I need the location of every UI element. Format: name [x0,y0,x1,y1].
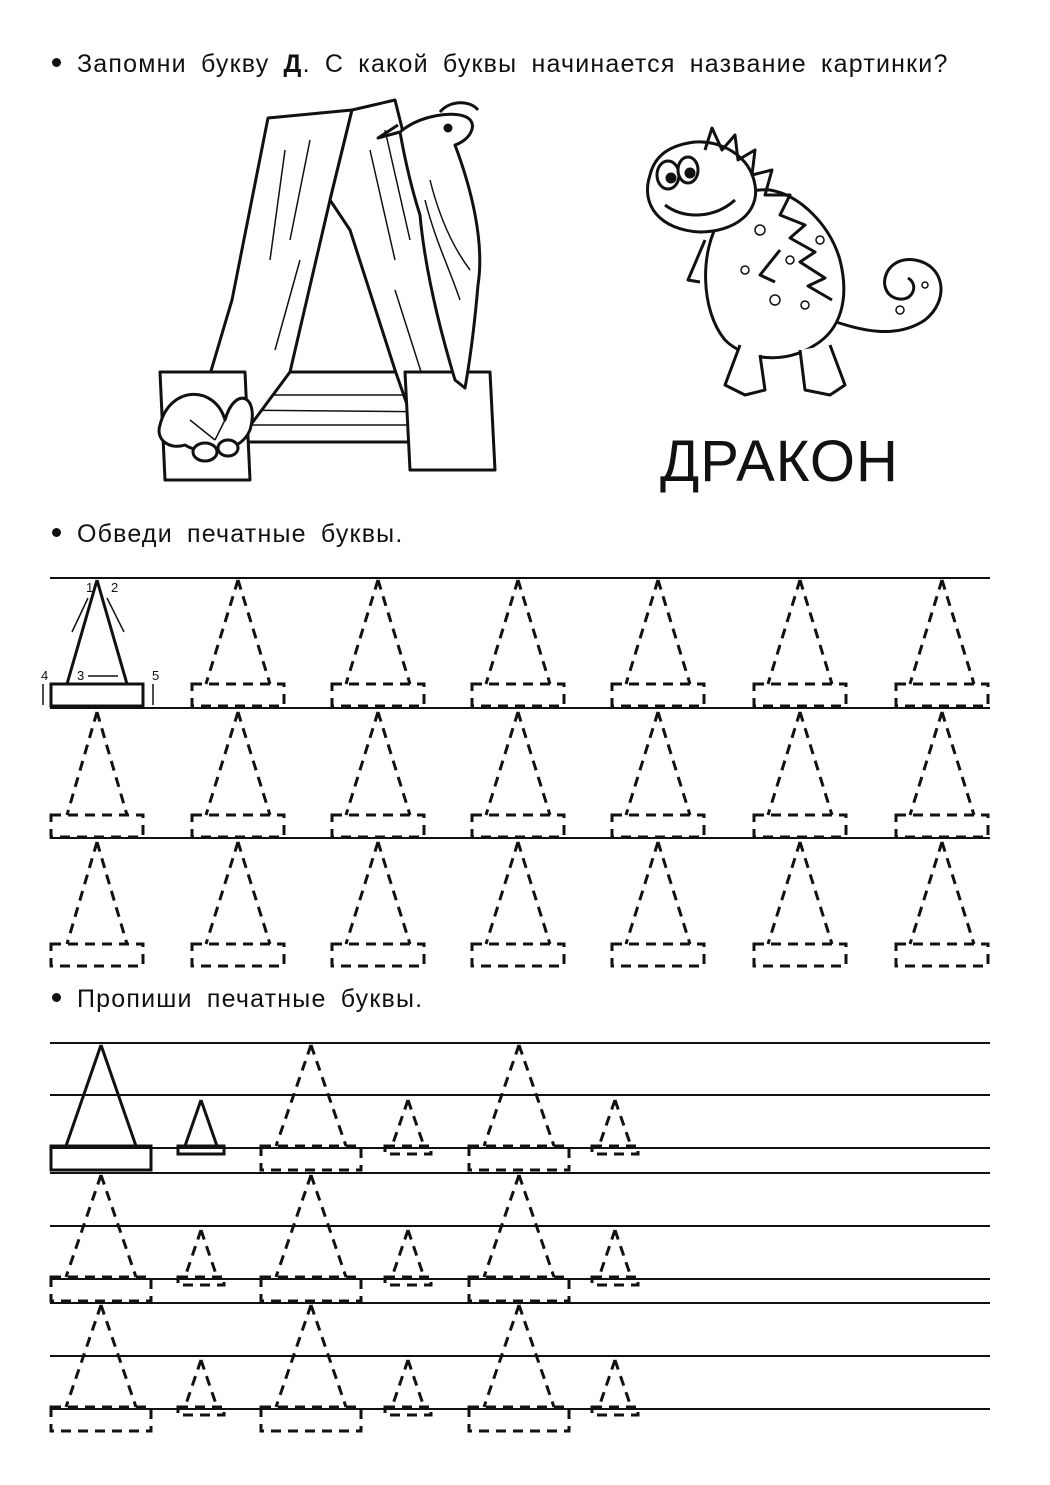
write-small-letter [592,1230,638,1285]
letter-base-box [51,1407,151,1431]
letter-left-stroke [185,1360,201,1407]
letter-base-box [592,1407,638,1415]
letter-left-stroke [392,1230,408,1277]
write-big-letter [261,1305,361,1431]
instruction-write-text: Пропиши печатные буквы. [77,985,424,1013]
letter-right-stroke [615,1230,631,1277]
instruction-text-before: Запомни букву [77,50,270,78]
letter-base-box [178,1407,224,1415]
stroke-hint-number: 5 [152,668,160,683]
letter-right-stroke [408,1100,424,1146]
stroke-hint-number: 4 [41,668,49,683]
letter-base-box [469,1407,569,1431]
letter-base-box [469,1146,569,1170]
highlighted-letter: Д [283,50,303,78]
letter-right-stroke [408,1360,424,1407]
write-small-letter [592,1100,638,1154]
write-small-letter [385,1100,431,1154]
sample-small-letter [178,1100,224,1154]
write-big-letter [469,1045,569,1170]
write-small-letter [178,1360,224,1415]
letter-base-box [51,1277,151,1301]
letter-base-box [385,1407,431,1415]
write-small-letter [385,1230,431,1285]
stroke-hint-number: 1 [86,580,94,595]
letter-base-box [385,1277,431,1285]
letter-left-stroke [599,1360,615,1407]
write-big-letter [51,1305,151,1431]
letter-base-box [469,1277,569,1301]
stroke-hint-number: 2 [111,580,119,595]
letter-base-box [51,1146,151,1170]
letter-right-stroke [201,1230,217,1277]
letter-right-stroke [201,1360,217,1407]
instruction-trace-text: Обведи печатные буквы. [77,520,404,548]
letter-right-stroke [615,1100,631,1146]
letter-left-stroke [599,1100,615,1146]
write-big-letter [469,1305,569,1431]
letter-right-stroke [408,1230,424,1277]
write-big-letter [261,1175,361,1301]
letter-right-stroke [201,1100,217,1146]
letter-base-box [178,1146,224,1154]
letter-left-stroke [392,1100,408,1146]
stroke-hint-number: 3 [77,668,85,683]
picture-word: ДРАКОН [660,429,899,494]
letter-base-box [261,1277,361,1301]
write-big-letter [469,1175,569,1301]
letter-right-stroke [615,1360,631,1407]
letter-left-stroke [185,1230,201,1277]
letter-base-box [261,1146,361,1170]
write-small-letter [385,1360,431,1415]
sample-big-letter [51,1045,151,1170]
letter-left-stroke [599,1230,615,1277]
instruction-text-after: . С какой буквы начинается название картинки? [302,50,949,78]
letter-left-stroke [185,1100,201,1146]
letter-base-box [178,1277,224,1285]
write-big-letter [261,1045,361,1170]
letter-base-box [385,1146,431,1154]
letter-base-box [592,1277,638,1285]
letter-left-stroke [392,1360,408,1407]
write-small-letter [592,1360,638,1415]
letter-base-box [592,1146,638,1154]
letter-base-box [261,1407,361,1431]
write-big-letter [51,1175,151,1301]
write-small-letter [178,1230,224,1285]
